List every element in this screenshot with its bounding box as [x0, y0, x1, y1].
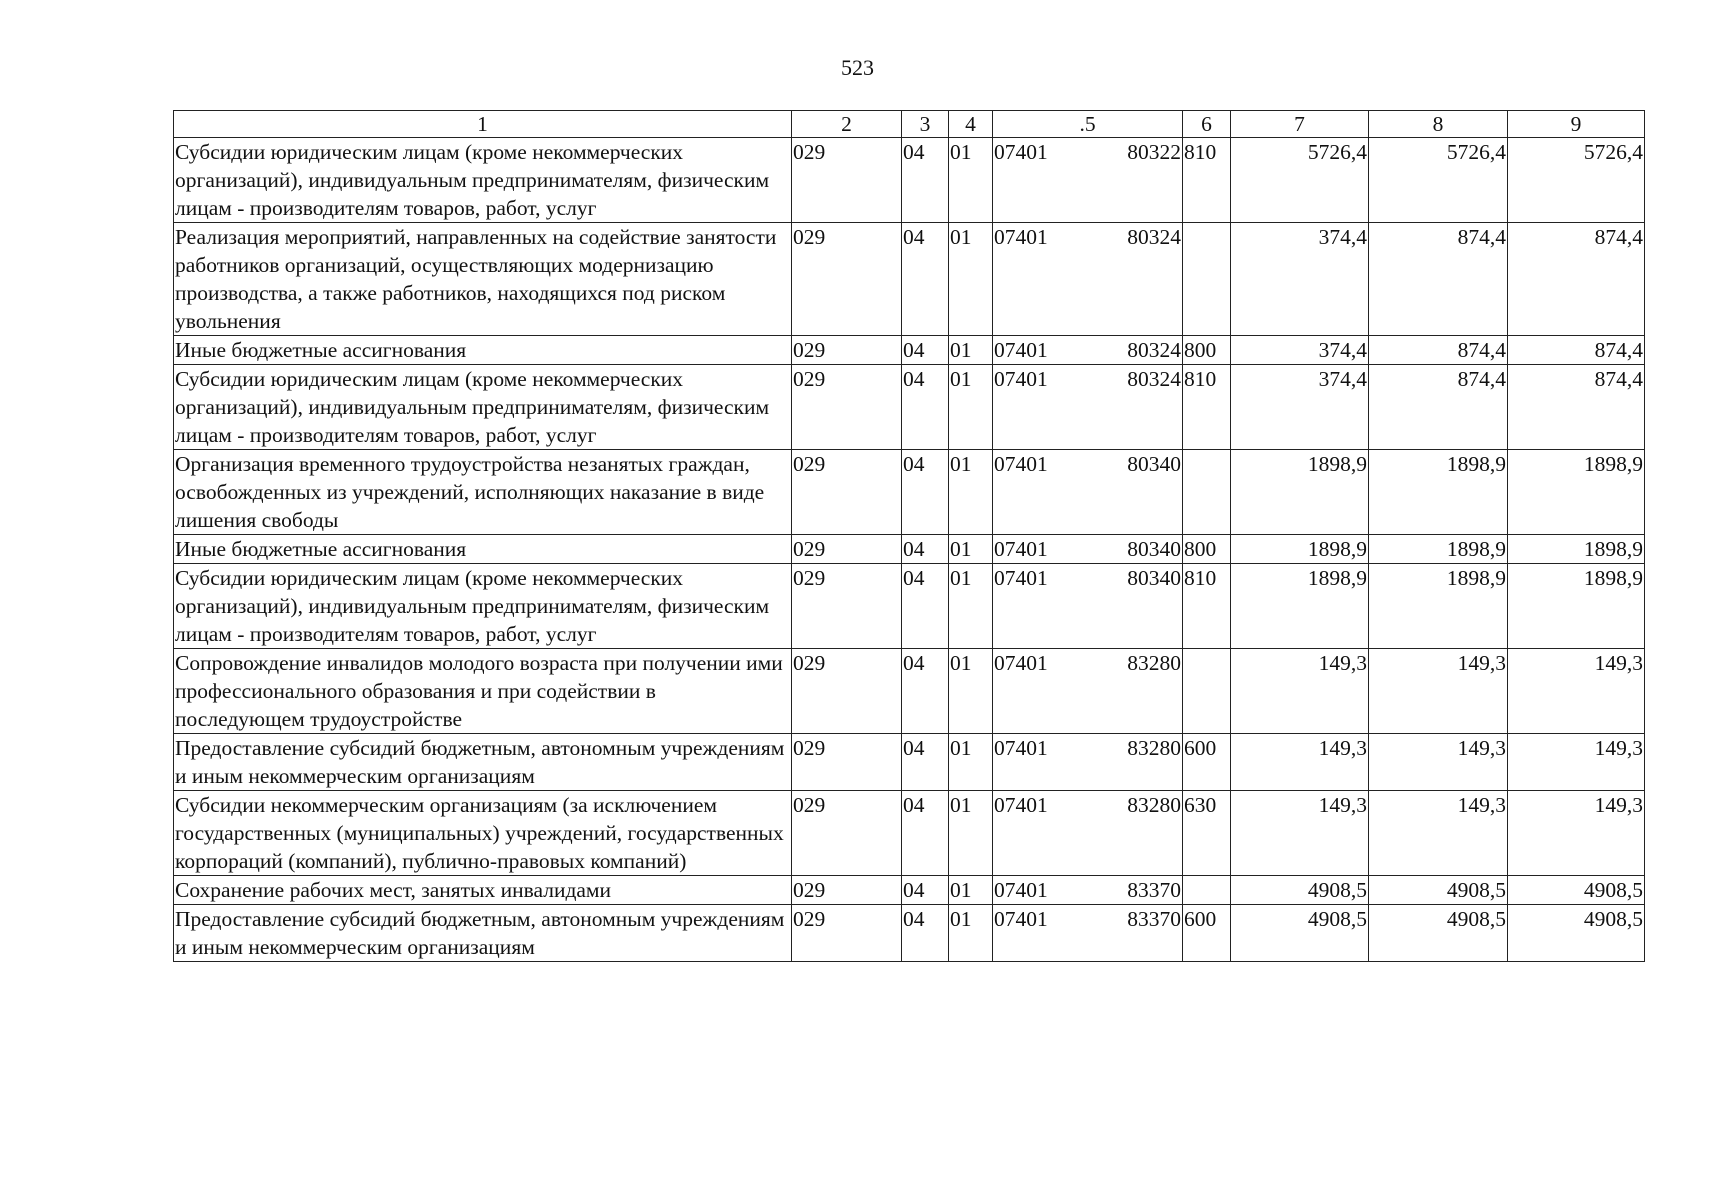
header-cell: 9 [1508, 111, 1645, 138]
target-article-code [993, 734, 1183, 791]
target-article-direction: 80340 [1127, 537, 1181, 561]
section-code: 04 [902, 223, 949, 336]
row-name: Субсидии юридическим лицам (кроме некоммерческих организаций), индивидуальным предпринимателям, физическим лицам - производителям товаров, работ, услуг [174, 564, 792, 649]
amount-col-9: 874,4 [1508, 336, 1645, 365]
row-name: Субсидии юридическим лицам (кроме некоммерческих организаций), индивидуальным предпринимателям, физическим лицам - производителям товаров, работ, услуг [174, 365, 792, 450]
section-code: 04 [902, 564, 949, 649]
target-article-program: 07401 [994, 367, 1048, 391]
table-row [174, 223, 1645, 336]
target-article-program: 07401 [994, 338, 1048, 362]
amount-col-7: 374,4 [1231, 365, 1369, 450]
amount-col-7: 5726,4 [1231, 138, 1369, 223]
target-article-direction: 83370 [1127, 878, 1181, 902]
section-code: 04 [902, 365, 949, 450]
table-body [174, 138, 1645, 962]
row-name: Реализация мероприятий, направленных на содействие занятости работников организаций, осуществляющих модернизацию производства, а также работников, находящихся под риском увольнения [174, 223, 792, 336]
target-article-program: 07401 [994, 736, 1048, 760]
table-row [174, 365, 1645, 450]
ministry-code: 029 [792, 734, 902, 791]
table-row [174, 138, 1645, 223]
ministry-code: 029 [792, 791, 902, 876]
amount-col-7: 374,4 [1231, 223, 1369, 336]
ministry-code: 029 [792, 450, 902, 535]
row-name: Сопровождение инвалидов молодого возраста при получении ими профессионального образования и при содействии в последующем трудоустройстве [174, 649, 792, 734]
amount-col-8: 1898,9 [1369, 450, 1508, 535]
table-row [174, 791, 1645, 876]
row-name: Иные бюджетные ассигнования [174, 535, 792, 564]
section-code: 04 [902, 876, 949, 905]
target-article-code [993, 336, 1183, 365]
expense-type-code [1183, 649, 1231, 734]
target-article-direction: 80324 [1127, 338, 1181, 362]
subsection-code: 01 [949, 734, 993, 791]
row-name: Организация временного трудоустройства незанятых граждан, освобожденных из учреждений, исполняющих наказание в виде лишения свободы [174, 450, 792, 535]
target-article-program: 07401 [994, 140, 1048, 164]
amount-col-8: 874,4 [1369, 336, 1508, 365]
table-row [174, 450, 1645, 535]
target-article-direction: 83280 [1127, 736, 1181, 760]
target-article-program: 07401 [994, 907, 1048, 931]
target-article-program: 07401 [994, 225, 1048, 249]
target-article-program: 07401 [994, 537, 1048, 561]
amount-col-9: 1898,9 [1508, 535, 1645, 564]
subsection-code: 01 [949, 649, 993, 734]
expense-type-code: 630 [1183, 791, 1231, 876]
row-name: Сохранение рабочих мест, занятых инвалидами [174, 876, 792, 905]
section-code: 04 [902, 734, 949, 791]
header-cell: .5 [993, 111, 1183, 138]
target-article-code [993, 876, 1183, 905]
amount-col-8: 149,3 [1369, 734, 1508, 791]
subsection-code: 01 [949, 905, 993, 962]
subsection-code: 01 [949, 876, 993, 905]
amount-col-8: 5726,4 [1369, 138, 1508, 223]
amount-col-9: 5726,4 [1508, 138, 1645, 223]
expense-type-code: 600 [1183, 734, 1231, 791]
row-name: Субсидии юридическим лицам (кроме некоммерческих организаций), индивидуальным предпринимателям, физическим лицам - производителям товаров, работ, услуг [174, 138, 792, 223]
amount-col-7: 1898,9 [1231, 535, 1369, 564]
budget-table [173, 110, 1645, 962]
amount-col-8: 149,3 [1369, 649, 1508, 734]
amount-col-9: 874,4 [1508, 223, 1645, 336]
amount-col-8: 4908,5 [1369, 905, 1508, 962]
amount-col-9: 1898,9 [1508, 450, 1645, 535]
target-article-code [993, 450, 1183, 535]
amount-col-8: 1898,9 [1369, 535, 1508, 564]
amount-col-7: 149,3 [1231, 649, 1369, 734]
row-name: Субсидии некоммерческим организациям (за исключением государственных (муниципальных) учреждений, государственных корпораций (компаний), публично-правовых компаний) [174, 791, 792, 876]
target-article-direction: 80324 [1127, 367, 1181, 391]
section-code: 04 [902, 791, 949, 876]
header-row [174, 111, 1645, 138]
target-article-program: 07401 [994, 793, 1048, 817]
subsection-code: 01 [949, 535, 993, 564]
target-article-direction: 83370 [1127, 907, 1181, 931]
target-article-program: 07401 [994, 452, 1048, 476]
expense-type-code: 810 [1183, 564, 1231, 649]
ministry-code: 029 [792, 138, 902, 223]
target-article-code [993, 138, 1183, 223]
table-row [174, 564, 1645, 649]
target-article-program: 07401 [994, 651, 1048, 675]
header-cell: 7 [1231, 111, 1369, 138]
ministry-code: 029 [792, 649, 902, 734]
amount-col-9: 874,4 [1508, 365, 1645, 450]
ministry-code: 029 [792, 564, 902, 649]
target-article-code [993, 791, 1183, 876]
target-article-direction: 80340 [1127, 566, 1181, 590]
target-article-code [993, 535, 1183, 564]
amount-col-9: 149,3 [1508, 649, 1645, 734]
expense-type-code [1183, 450, 1231, 535]
subsection-code: 01 [949, 365, 993, 450]
target-article-direction: 80324 [1127, 225, 1181, 249]
section-code: 04 [902, 450, 949, 535]
amount-col-8: 874,4 [1369, 365, 1508, 450]
amount-col-7: 149,3 [1231, 791, 1369, 876]
expense-type-code: 800 [1183, 336, 1231, 365]
subsection-code: 01 [949, 138, 993, 223]
amount-col-9: 149,3 [1508, 791, 1645, 876]
header-cell: 1 [174, 111, 792, 138]
table-row [174, 905, 1645, 962]
amount-col-7: 4908,5 [1231, 876, 1369, 905]
table-row [174, 336, 1645, 365]
target-article-program: 07401 [994, 566, 1048, 590]
amount-col-8: 149,3 [1369, 791, 1508, 876]
expense-type-code: 600 [1183, 905, 1231, 962]
amount-col-7: 374,4 [1231, 336, 1369, 365]
target-article-code [993, 564, 1183, 649]
target-article-program: 07401 [994, 878, 1048, 902]
ministry-code: 029 [792, 535, 902, 564]
amount-col-9: 149,3 [1508, 734, 1645, 791]
amount-col-7: 1898,9 [1231, 564, 1369, 649]
ministry-code: 029 [792, 365, 902, 450]
subsection-code: 01 [949, 791, 993, 876]
header-cell: 6 [1183, 111, 1231, 138]
expense-type-code [1183, 876, 1231, 905]
target-article-direction: 83280 [1127, 651, 1181, 675]
expense-type-code: 800 [1183, 535, 1231, 564]
target-article-code [993, 649, 1183, 734]
table-row [174, 876, 1645, 905]
row-name: Иные бюджетные ассигнования [174, 336, 792, 365]
subsection-code: 01 [949, 223, 993, 336]
subsection-code: 01 [949, 336, 993, 365]
amount-col-8: 874,4 [1369, 223, 1508, 336]
target-article-code [993, 905, 1183, 962]
header-cell: 2 [792, 111, 902, 138]
table-row [174, 535, 1645, 564]
section-code: 04 [902, 535, 949, 564]
expense-type-code: 810 [1183, 138, 1231, 223]
target-article-direction: 83280 [1127, 793, 1181, 817]
row-name: Предоставление субсидий бюджетным, автономным учреждениям и иным некоммерческим организациям [174, 734, 792, 791]
page-number: 523 [841, 55, 874, 80]
amount-col-8: 4908,5 [1369, 876, 1508, 905]
section-code: 04 [902, 138, 949, 223]
amount-col-7: 4908,5 [1231, 905, 1369, 962]
header-cell: 4 [949, 111, 993, 138]
table-row [174, 649, 1645, 734]
target-article-code [993, 365, 1183, 450]
ministry-code: 029 [792, 876, 902, 905]
amount-col-9: 1898,9 [1508, 564, 1645, 649]
amount-col-7: 1898,9 [1231, 450, 1369, 535]
ministry-code: 029 [792, 336, 902, 365]
amount-col-9: 4908,5 [1508, 876, 1645, 905]
header-cell: 3 [902, 111, 949, 138]
amount-col-7: 149,3 [1231, 734, 1369, 791]
ministry-code: 029 [792, 223, 902, 336]
subsection-code: 01 [949, 450, 993, 535]
section-code: 04 [902, 336, 949, 365]
target-article-direction: 80322 [1127, 140, 1181, 164]
row-name: Предоставление субсидий бюджетным, автономным учреждениям и иным некоммерческим организациям [174, 905, 792, 962]
amount-col-9: 4908,5 [1508, 905, 1645, 962]
amount-col-8: 1898,9 [1369, 564, 1508, 649]
section-code: 04 [902, 649, 949, 734]
expense-type-code [1183, 223, 1231, 336]
subsection-code: 01 [949, 564, 993, 649]
ministry-code: 029 [792, 905, 902, 962]
target-article-code [993, 223, 1183, 336]
header-cell: 8 [1369, 111, 1508, 138]
section-code: 04 [902, 905, 949, 962]
table-row [174, 734, 1645, 791]
expense-type-code: 810 [1183, 365, 1231, 450]
target-article-direction: 80340 [1127, 452, 1181, 476]
